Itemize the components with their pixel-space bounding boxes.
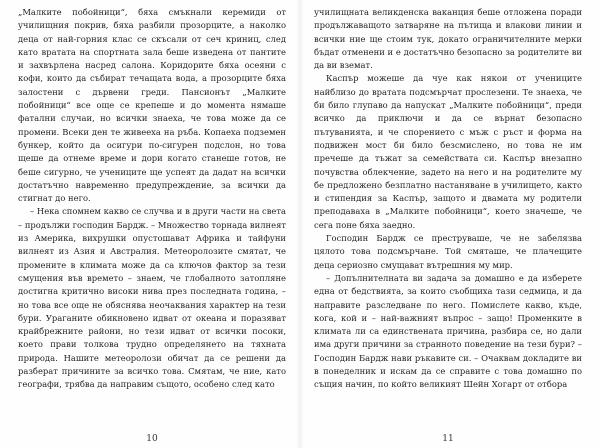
book-gutter bbox=[296, 0, 304, 448]
paragraph: Господин Бардж се преструваше, че не забелязва цялото това подсмърчане. Той смяташе, че плачещите деца сериозно смущават вътрешния му мир. bbox=[314, 233, 582, 270]
right-page-text bbox=[314, 6, 582, 420]
paragraph: училищната великденска ваканция беше отложена поради продължаващото затваряне на пътища и влакови линии и всички ние ще стоим тук, докато ограничителните мерки бъдат отменени и е достатъчно безопасно за родителите ви да ви вземат. bbox=[314, 7, 582, 71]
left-page bbox=[18, 6, 286, 446]
right-page bbox=[314, 6, 582, 446]
left-page-text bbox=[18, 6, 286, 420]
paragraph: Каспър можеше да чуе как някои от учениците найблизо до вратата подсмърчат прослезени. Те знаеха, че би било глупаво да напускат „Малките побойници“, преди всичко да приключи и да се върнат безопасно пътуванията, и че спорението с мъж с ръст и форма на подвижен мост би било безсмислено, но това не им пречеше да тъжат за семействата си. Каспър внезапно почувства облекчение, задето на него и на родителите му бе предложено безплатно настаняване в училището, както и стипендия за Каспър, защото и двамата му родители преподаваха в „Малките побойници“, което значеше, че сега поне бяха заедно. bbox=[314, 73, 582, 230]
paragraph: „Малките побойници“, бяха смъкнали керемиди от училищния покрив, бяха разбили прозорците, а наколко деца от най-горния клас се скъсали от сеч криниц, след като вратата на спортната зала беше изведена от пантите и захвърлена насред салона. Коридорите бяха осеяни с кофи, които да събират течащата вода, а прозорците бяха залостени с дървени греди. Пансионът „Малките побойници“ все още се крепеше и до момента нямаше фатални случаи, но всички знаеха, че това може да се промени. Всеки ден те живееха на ръба. Копаеха подземен бункер, който да осигури по-сигурен подслон, но това щеше да отнеме време и дори когато станеше готов, не беше сигурно, че учениците ще успеят да дадат на всички достатъчно навременно предупреждение, за всички да стигнат до него. bbox=[18, 7, 286, 204]
paragraph: – Нека спомнем какво се случва и в други части на света – продължи господин Бардж. – Множество торнада вилнеят из Америка, вихрушки опустошават Африка и тайфуни вилнеят из Азия и Австралия. Метеоролозите смятат, че промените в климата може да са ключов фактор за тези смущения във времето – знаем, че глобалното затопляне достигна критично високи нива през последната година, – но това все още не обяснява неочаквания характер на тези бури. Ураганите обикновено идват от океана и поразяват крайбрежните райони, но тези идват от всички посоки, което прави толкова трудно определянето на тяхната природа. Нашите метеоролози обичат да се решени да разберат причините за всичко това. Смятам, че ние, като географи, трябва да направим същото, особено след като bbox=[18, 206, 286, 390]
page-number: 10 bbox=[146, 434, 158, 444]
page-number: 11 bbox=[442, 434, 454, 444]
paragraph: – Допълнителната ви задача за домашно е да изберете една от бедствията, за които съобщиха тази седмица, и да направите разследване по него. Помислете какво, къде, кога, кой и – най-важният въпрос – защо! Променките в климата ли са единствената причина, разбира се, но дали има други причини за странното поведение на тези бури? – Господин Бардж нави ръкавите си. – Очаквам докладите ви в понеделник и искам да се справите с това домашно по същия начин, по който великият Шейн Хогарт от отбора bbox=[314, 272, 582, 390]
